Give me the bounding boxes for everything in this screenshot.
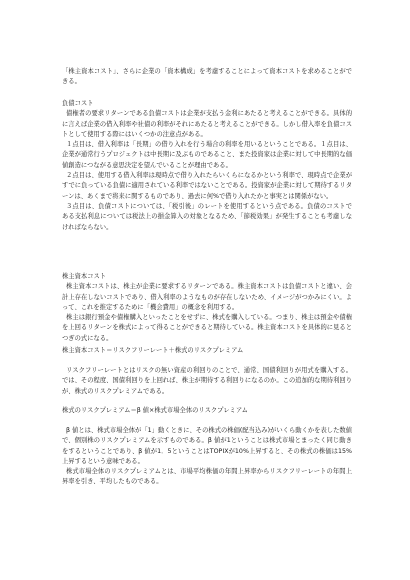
intro-paragraph: 「株主資本コスト」、さらに企業の「資本構成」を考慮することによって資本コストを求めることができる。 <box>62 68 352 86</box>
risk-premium-formula: 株式のリスクプレミアム＝β 値×株式市場全体のリスクプレミアム <box>62 407 248 414</box>
risk-free-paragraph: リスクフリーレートとはリスクの無い資産の利回りのことで、通常、国債利回りが用式を購入する。では、その程度、国債利回りを上回れば、株主が期待する利回りになるのか。この追加的な期待利回りが、株式のリスクプレミアムである。 <box>62 367 352 395</box>
debt-cost-paragraph-1: 債権者の要求リターンである負債コストは企業が支払う金利にあたると考えることができる。具体的に言えば企業の借入利率や社債の利率がそれにあたると考えることができる。しかし借入率を負債コストとして使用する際にはいくつかの注意点がある。 <box>62 110 352 138</box>
risk-free-section <box>62 366 352 397</box>
debt-cost-paragraph-3: ２点目は、使用する借入利率は現時点で借り入れたらいくらになるかという利率で、現時点で企業がすでに負っている負債に適用されている利率ではないことである。投資家が企業に対して期待するリターンは、あくまで将来に関するものであり、過去に何%で借り入れたかと事実とは関係がない。 <box>62 172 352 200</box>
formula-section-1 <box>62 346 352 356</box>
equity-cost-heading: 株主資本コスト <box>62 273 107 280</box>
beta-paragraph-1: β 値とは、株式市場全体が「1」動くときに、その株式の株価(配当込み)がいくら動くかを表した数値で、個別株のリスクプレミアムを示すものである。β 値が1ということは株式市場とまったく同じ動きをするということであり、β 値が1．5ということはTOPIXが10%上昇すると、その株式の株価は15%上昇するという意味である。 <box>62 427 352 465</box>
equity-cost-section <box>62 272 352 344</box>
formula-section-2 <box>62 406 352 416</box>
beta-section <box>62 426 352 488</box>
intro-section <box>62 67 352 88</box>
debt-cost-paragraph-2: １点目は、借入利率は「長期」の借り入れを行う場合の利率を用いるということである。１点目は、企業が通常行うプロジェクトは中長期に及ぶものであること、また投資家は企業に対して中長期的な価値創造につながる意思決定を望んでいることが理由である。 <box>62 141 352 169</box>
equity-cost-formula: 株主資本コスト＝リスクフリーレート＋株式のリスクプレミアム <box>62 347 244 354</box>
equity-cost-paragraph-2: 株主は銀行預金や債権購入といったことをせずに、株式を購入している。つまり、株主は預金や債権を上回るリターンを株式によって得ることができると期待している。株主資本コストを具体的に見るとつぎの式になる。 <box>62 314 352 342</box>
beta-paragraph-2: 株式市場全体のリスクプレミアムとは、市場平均株価の年間上昇率からリスクフリーレートの年間上昇率を引き、平均したものである。 <box>62 468 352 486</box>
equity-cost-paragraph-1: 株主資本コストは、株主が企業に要求するリターンである。株主資本コストは負債コストと違い、会計上存在しないコストであり、借入利率のようなものが存在しないため、イメージがつかみにくい。よって、これを推定するために「機会費用」の概念を利用する。 <box>62 283 352 311</box>
debt-cost-paragraph-4: ３点目は、負債コストについては、「税引後」のレートを使用するという点である。負債のコストである支払利息については税法上の損金算入の対象となるため、「節税効果」が発生することも考慮しなければならない。 <box>62 202 352 231</box>
debt-cost-heading: 負債コスト <box>62 100 94 107</box>
debt-cost-section <box>62 99 352 233</box>
